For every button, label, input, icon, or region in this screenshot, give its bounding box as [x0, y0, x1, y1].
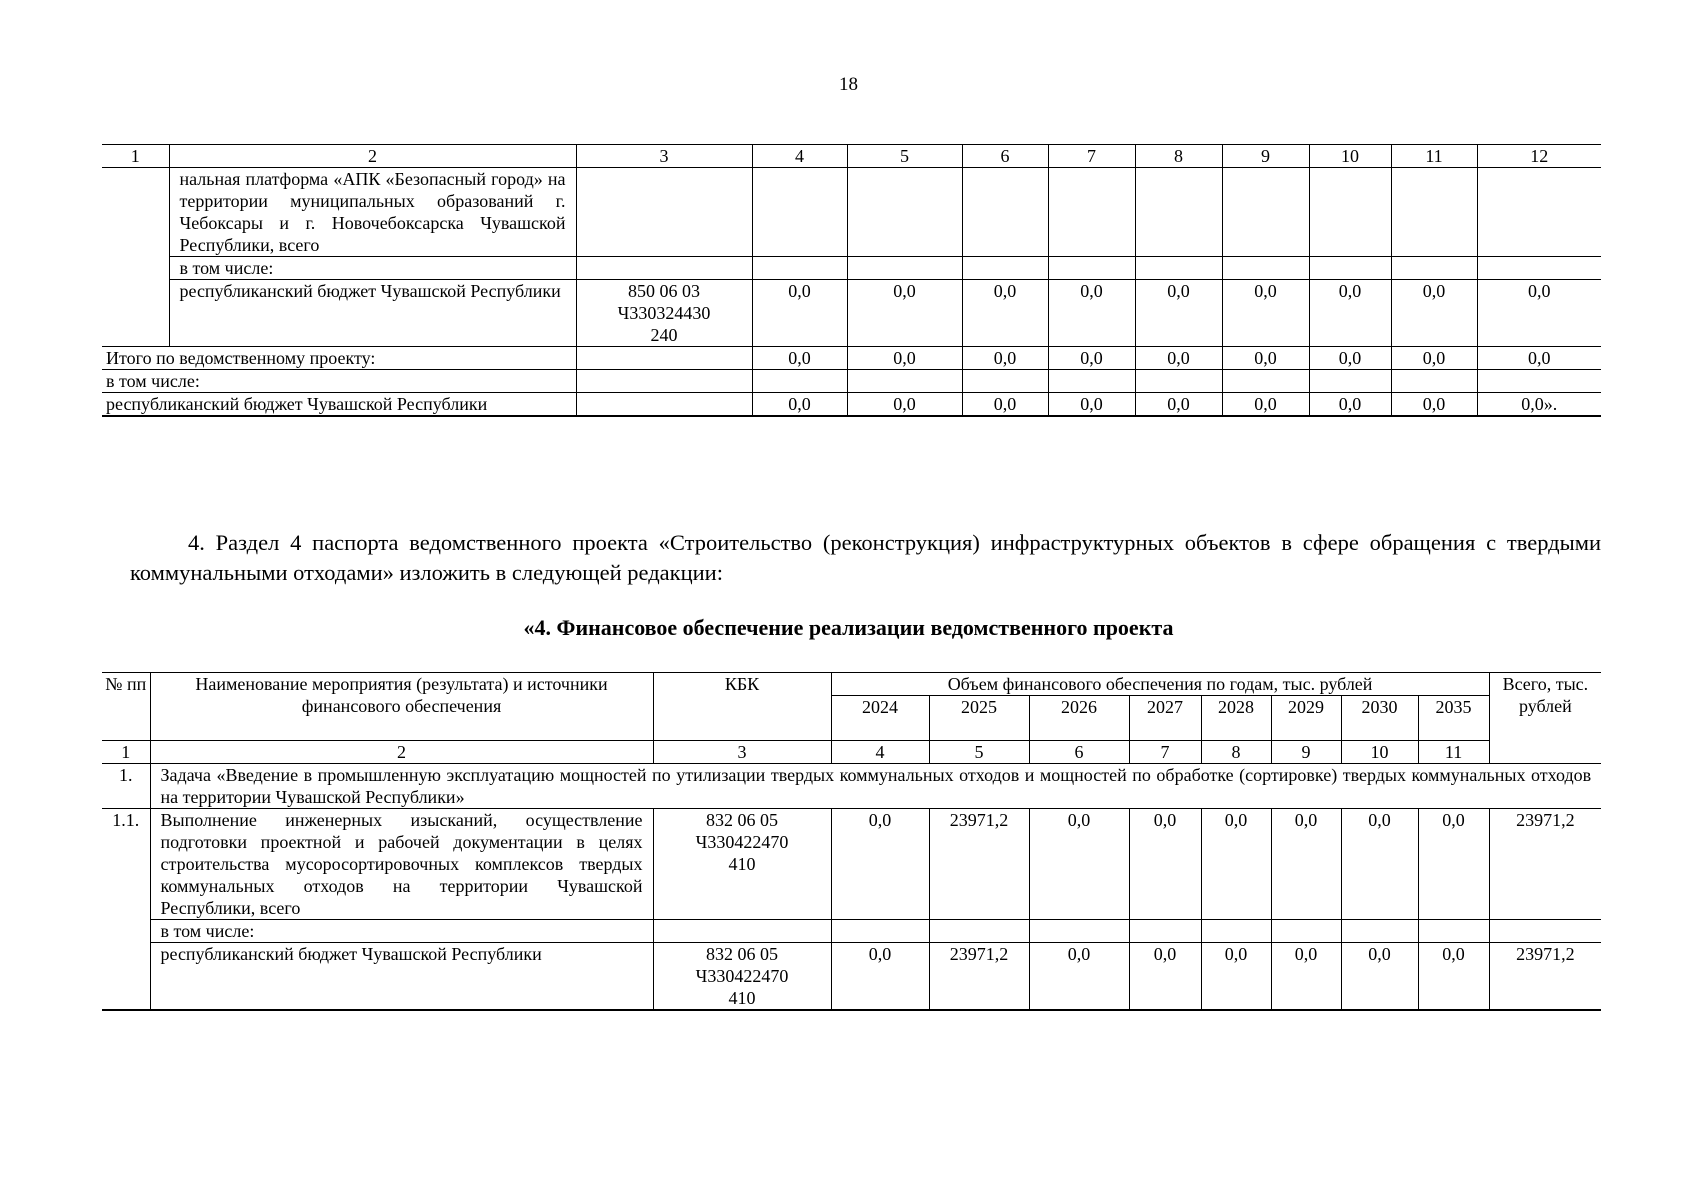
column-number: 11: [1418, 741, 1489, 764]
total-row: [102, 347, 1601, 370]
value-cell: 0,0: [1341, 943, 1418, 1011]
value-cell: 23971,2: [1489, 809, 1601, 920]
table-row: [102, 280, 1601, 347]
value-cell: 0,0: [1309, 280, 1391, 347]
column-number: 9: [1271, 741, 1341, 764]
section-title: «4. Финансовое обеспечение реализации ведомственного проекта: [523, 615, 1174, 640]
value-cell: 23971,2: [929, 809, 1029, 920]
column-number: 6: [962, 145, 1048, 168]
value-cell: 0,0: [1029, 809, 1129, 920]
column-number: 11: [1391, 145, 1477, 168]
row-name: в том числе:: [150, 920, 653, 943]
row-name: Итого по ведомственному проекту:: [102, 347, 576, 370]
row-name: Выполнение инженерных изысканий, осуществление подготовки проектной и рабочей документации в целях строительства мусоросортировочных комплексов твердых коммунальных отходов на территории Чувашской Республики, всего: [150, 809, 653, 920]
table-row: [102, 943, 1601, 1011]
row-name: республиканский бюджет Чувашской Республики: [169, 280, 576, 347]
value-cell: 0,0: [1309, 393, 1391, 417]
column-number: 7: [1129, 741, 1201, 764]
table-row: [102, 809, 1601, 920]
value-cell: 0,0: [1029, 943, 1129, 1011]
year-header: 2027: [1129, 696, 1201, 741]
value-cell: 0,0: [962, 280, 1048, 347]
value-cell: 0,0: [1477, 280, 1601, 347]
value-cell: 23971,2: [929, 943, 1029, 1011]
value-cell: 0,0: [1135, 280, 1222, 347]
year-header: 2025: [929, 696, 1029, 741]
value-cell: 0,0: [1201, 809, 1271, 920]
table-row: [102, 370, 1601, 393]
value-cell: 0,0: [1135, 393, 1222, 417]
value-cell: 0,0: [1222, 347, 1309, 370]
column-number: 9: [1222, 145, 1309, 168]
column-number: 10: [1341, 741, 1418, 764]
row-name: нальная платформа «АПК «Безопасный город» на территории муниципальных образований г. Чебоксары и г. Новочебоксарска Чувашской Республики, всего: [169, 168, 576, 257]
column-number: 2: [169, 145, 576, 168]
table-row: [102, 168, 1601, 257]
column-number: 4: [752, 145, 847, 168]
column-number: 5: [847, 145, 962, 168]
value-cell: 0,0: [847, 393, 962, 417]
value-cell: 0,0: [1309, 347, 1391, 370]
column-number: 4: [831, 741, 929, 764]
value-cell: 0,0: [1271, 809, 1341, 920]
table-header: [102, 673, 1601, 696]
year-header: 2030: [1341, 696, 1418, 741]
value-cell: 0,0: [1129, 943, 1201, 1011]
task-row: [102, 764, 1601, 809]
kbk-code: 850 06 03 Ч330324430 240: [576, 280, 752, 347]
value-cell: 0,0: [752, 393, 847, 417]
kbk-code: 832 06 05 Ч330422470 410: [653, 943, 831, 1011]
value-cell: 0,0: [1477, 347, 1601, 370]
year-header: 2035: [1418, 696, 1489, 741]
task-text: Задача «Введение в промышленную эксплуатацию мощностей по утилизации твердых коммунальных отходов и мощностей по обработке (сортировке) твердых коммунальных отходов на территории Чувашской Республики»: [150, 764, 1601, 809]
value-cell: 0,0: [1391, 347, 1477, 370]
column-number-row: [102, 145, 1601, 168]
value-cell: 0,0: [1222, 393, 1309, 417]
value-cell: 0,0: [1201, 943, 1271, 1011]
column-number: 5: [929, 741, 1029, 764]
kbk-code: 832 06 05 Ч330422470 410: [653, 809, 831, 920]
value-cell: 0,0: [752, 280, 847, 347]
row-number: 1.1.: [102, 809, 150, 920]
row-name: в том числе:: [169, 257, 576, 280]
value-cell: 0,0: [1048, 393, 1135, 417]
amendment-paragraph: 4. Раздел 4 паспорта ведомственного проекта «Строительство (реконструкция) инфраструктурных объектов в сфере обращения с твердыми коммунальными отходами» изложить в следующей редакции:: [130, 530, 1601, 585]
column-number: 1: [102, 741, 150, 764]
year-header: 2029: [1271, 696, 1341, 741]
year-header: 2028: [1201, 696, 1271, 741]
column-number: 2: [150, 741, 653, 764]
year-header: 2024: [831, 696, 929, 741]
value-cell: 0,0: [1391, 280, 1477, 347]
column-number: 3: [576, 145, 752, 168]
row-number: 1.: [102, 764, 150, 809]
value-cell: 0,0: [831, 943, 929, 1011]
column-number: 6: [1029, 741, 1129, 764]
value-cell: 23971,2: [1489, 943, 1601, 1011]
column-number: 1: [102, 145, 169, 168]
value-cell: 0,0».: [1477, 393, 1601, 417]
value-cell: 0,0: [1418, 943, 1489, 1011]
column-number: 3: [653, 741, 831, 764]
value-cell: 0,0: [1391, 393, 1477, 417]
value-cell: 0,0: [1048, 280, 1135, 347]
header-volume: Объем финансового обеспечения по годам, тыс. рублей: [831, 673, 1489, 696]
table-row: [102, 393, 1601, 417]
table-row: [102, 920, 1601, 943]
value-cell: 0,0: [1341, 809, 1418, 920]
year-header: 2026: [1029, 696, 1129, 741]
value-cell: 0,0: [1418, 809, 1489, 920]
value-cell: 0,0: [1222, 280, 1309, 347]
project-finance-table: [102, 672, 1601, 1011]
row-name: в том числе:: [102, 370, 576, 393]
value-cell: 0,0: [1135, 347, 1222, 370]
value-cell: 0,0: [962, 393, 1048, 417]
value-cell: 0,0: [847, 347, 962, 370]
value-cell: 0,0: [1271, 943, 1341, 1011]
column-number: 7: [1048, 145, 1135, 168]
column-number: 12: [1477, 145, 1601, 168]
row-name: республиканский бюджет Чувашской Республики: [150, 943, 653, 1011]
header-kbk: КБК: [653, 673, 831, 741]
value-cell: 0,0: [831, 809, 929, 920]
value-cell: 0,0: [962, 347, 1048, 370]
table-row: [102, 257, 1601, 280]
header-total: Всего, тыс. рублей: [1489, 673, 1601, 764]
column-number: 8: [1201, 741, 1271, 764]
value-cell: 0,0: [1048, 347, 1135, 370]
column-number: 8: [1135, 145, 1222, 168]
column-number: 10: [1309, 145, 1391, 168]
value-cell: 0,0: [847, 280, 962, 347]
row-name: республиканский бюджет Чувашской Республики: [102, 393, 576, 417]
header-name: Наименование мероприятия (результата) и источники финансового обеспечения: [150, 673, 653, 741]
page-number: 18: [839, 74, 858, 95]
value-cell: 0,0: [752, 347, 847, 370]
value-cell: 0,0: [1129, 809, 1201, 920]
column-number-row: [102, 741, 1601, 764]
header-number: № пп: [102, 673, 150, 741]
continued-finance-table: [102, 144, 1601, 417]
